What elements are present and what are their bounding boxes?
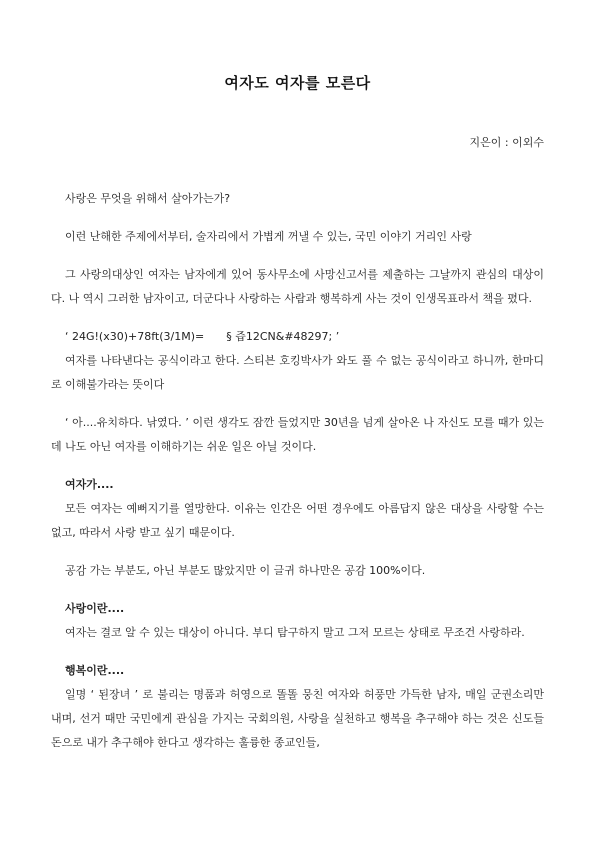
author-line: 지은이 : 이외수 bbox=[469, 136, 544, 149]
paragraph: 공감 가는 부분도, 아닌 부분도 많았지만 이 글귀 하나만은 공감 100%이다. bbox=[65, 564, 426, 577]
section-heading: 사랑이란.... bbox=[65, 602, 125, 615]
paragraph: 모든 여자는 예뻐지기를 열망한다. 이유는 인간은 어떤 경우에도 아름답지 않은 대상을 사랑할 수는 없고, 따라서 사랑 받고 싶기 때문이다. bbox=[51, 502, 544, 539]
paragraph: 여자를 나타낸다는 공식이라고 한다. 스티븐 호킹박사가 와도 풀 수 없는 공식이라고 하니까, 한마디로 이해불가라는 뜻이다 bbox=[51, 354, 544, 391]
section-heading: 여자가.... bbox=[65, 478, 114, 491]
document-title: 여자도 여자를 모른다 bbox=[224, 74, 371, 92]
paragraph: ‘ 아....유치하다. 낚였다. ’ 이런 생각도 잠깐 들었지만 30년을 넘게 살아온 나 자신도 모를 때가 있는데 나도 아닌 여자를 이해하기는 쉬운 일은 아닐 것이다. bbox=[51, 416, 544, 453]
paragraph: 사랑은 무엇을 위해서 살아가는가? bbox=[65, 192, 231, 205]
paragraph: 일명 ‘ 된장녀 ’ 로 불리는 명품과 허영으로 똘똘 뭉친 여자와 허풍만 가득한 남자, 매일 군권소리만 내며, 선거 때만 국민에게 관심을 가지는 국회의원, 사랑을 실천하고 행복을 추구해야 하는 것은 신도들 돈으로 내가 추구해야 한다고 생각하는 훌륭한 종교인들, bbox=[51, 688, 544, 749]
paragraph: 이런 난해한 주제에서부터, 술자리에서 가볍게 꺼낼 수 있는, 국민 이야기 거리인 사랑 bbox=[65, 230, 472, 243]
paragraph: 그 사랑의대상인 여자는 남자에게 있어 동사무소에 사망신고서를 제출하는 그날까지 관심의 대상이다. 나 역시 그러한 남자이고, 더군다나 사랑하는 사람과 행복하게 사는 것이 인생목표라서 책을 폈다. bbox=[51, 268, 544, 305]
formula-line: ‘ 24G!(x30)+78ft(3/1M)= § 즙12CN&#48297; ’ bbox=[65, 330, 340, 343]
paragraph: 여자는 결코 알 수 있는 대상이 아니다. 부디 탐구하지 말고 그저 모르는 상태로 무조건 사랑하라. bbox=[65, 626, 525, 639]
document-body bbox=[51, 187, 544, 755]
section-heading: 행복이란.... bbox=[65, 664, 125, 677]
